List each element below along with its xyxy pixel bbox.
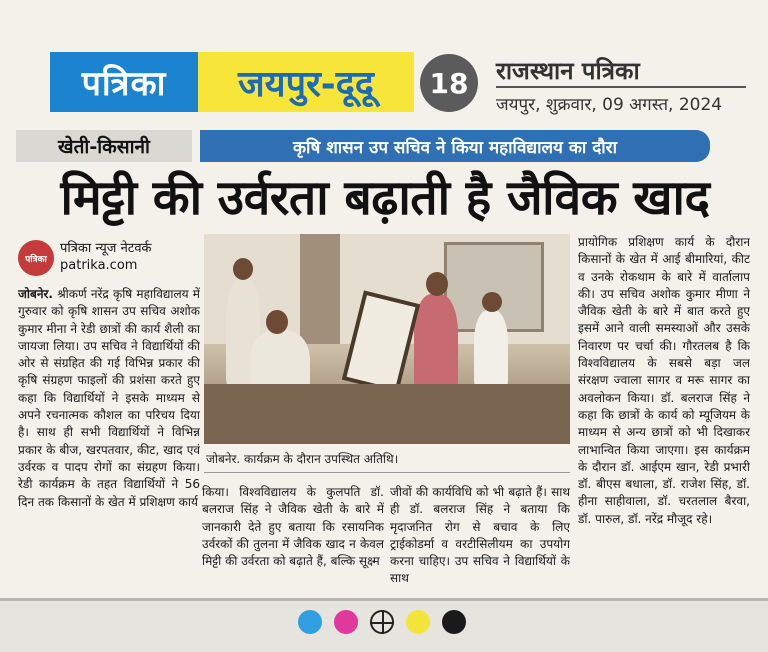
photo-person-head xyxy=(266,310,288,334)
dateline: जयपुर, शुक्रवार, 09 अगस्त, 2024 xyxy=(496,95,723,115)
masthead-divider xyxy=(496,86,746,88)
byline-site: patrika.com xyxy=(60,258,138,273)
registration-mark-cyan xyxy=(298,610,322,634)
byline-agency: पत्रिका न्यूज नेटवर्क xyxy=(60,241,152,256)
registration-mark-black xyxy=(442,610,466,634)
registration-crosshair-icon xyxy=(370,610,394,634)
registration-mark-yellow xyxy=(406,610,430,634)
byline-logo: पत्रिका xyxy=(18,240,54,276)
caption-divider xyxy=(204,472,570,473)
article-column-1 xyxy=(18,286,200,592)
photo-person-head xyxy=(426,272,448,296)
masthead xyxy=(50,48,768,118)
registration-mark-magenta xyxy=(334,610,358,634)
photo-person-student xyxy=(474,310,508,388)
article-column-3: जीवों की कार्यविधि को भी बढ़ाते हैं। साथ ही डॉ. बलराज सिंह ने बताया कि मृदाजनित रोग से बचाव के लिए ट्राईकोडर्मा व वरटीसिलीयम का उपयोग करना चाहिए। उप सचिव ने विद्यार्थियों के साथ xyxy=(390,485,570,586)
article-column-2: किया। विश्वविद्यालय के कुलपति डॉ. बलराज सिंह ने जैविक खेती के बारे में जानकारी देते हुए बताया कि रसायनिक उर्वरकों की तुलना में जैविक खाद न केवल मिट्टी की उर्वरता को बढ़ाते हैं, बल्कि सूक्ष्म xyxy=(202,485,384,569)
page-footer-rule xyxy=(0,598,768,601)
article-photo xyxy=(204,234,570,444)
edition-name: जयपुर-दूदू xyxy=(198,52,414,112)
photo-curtain xyxy=(300,234,340,344)
paper-name: राजस्थान पत्रिका xyxy=(496,57,640,85)
photo-person-head xyxy=(233,258,253,280)
photo-table xyxy=(204,384,570,444)
headline: मिट्टी की उर्वरता बढ़ाती है जैविक खाद xyxy=(60,170,710,226)
page-number-badge: 18 xyxy=(420,54,478,112)
article-column-4: प्रायोगिक प्रशिक्षण कार्य के दौरान किसानों के खेत में आई बीमारियां, कीट व उनके रोकथाम के बारे में वार्तालाप की। उप सचिव अशोक कुमार मीणा ने जैविक खेती के बारे में बात करते हुए इसमें आने वाली समस्याओं और उसके निवारण पर चर्चा की। गौरतलब है कि विश्वविद्यालय के सबसे बड़ा जल संरक्षण ज्वाला सागर व मरू सागर का अवलोकन किया। डॉ. बलराज सिंह ने कहा कि छात्रों के कार्य को म्यूजियम के माध्यम से अन्य छात्रों को भी दिखाकर लाभान्वित किया जाएगा। इस कार्यक्रम के दौरान डॉ. आईएम खान, रेडी प्रभारी डॉ. बीएस बधाला, डॉ. राजेश सिंह, डॉ. हीना साहीवाला, डॉ. चरतलाल बैरवा, डॉ. पारुल, डॉ. नरेंद्र मौजूद रहे। xyxy=(578,235,750,526)
article-column-1-text: श्रीकर्ण नरेंद्र कृषि महाविद्यालय में गुरुवार को कृषि शासन उप सचिव अशोक कुमार मीना ने रेडी छात्रों की कार्य शैली का जायजा लिया। उप सचिव ने विद्यार्थियों की ओर से संग्रहित की गई विभिन्न प्रकार की कृषि संग्रहण फाइलों की प्रशंसा करते हुए कहा कि विद्यार्थियों ने इसके माध्यम से अपने रचनात्मक कौशल का परिचय दिया है। साथ ही सभी विद्यार्थियों ने विभिन्न प्रकार के बीज, खरपतवार, कीट, खाद एवं उर्वरक व पादप रोगों का संग्रहण किया। रेडी कार्यक्रम के तहत विद्यार्थियों ने 56 दिन तक किसानों के खेत में प्रशिक्षण कार्य xyxy=(18,287,200,509)
byline xyxy=(18,236,208,282)
kicker-banner: कृषि शासन उप सचिव ने किया महाविद्यालय का दौरा xyxy=(200,130,710,162)
photo-caption: जोबनेर. कार्यक्रम के दौरान उपस्थित अतिथि। xyxy=(206,452,399,466)
article-dateline: जोबनेर. xyxy=(18,287,53,301)
patrika-logo: पत्रिका xyxy=(50,52,198,112)
photo-person-head xyxy=(482,292,502,312)
section-tag: खेती-किसानी xyxy=(16,130,192,162)
photo-person-officer xyxy=(414,294,458,390)
